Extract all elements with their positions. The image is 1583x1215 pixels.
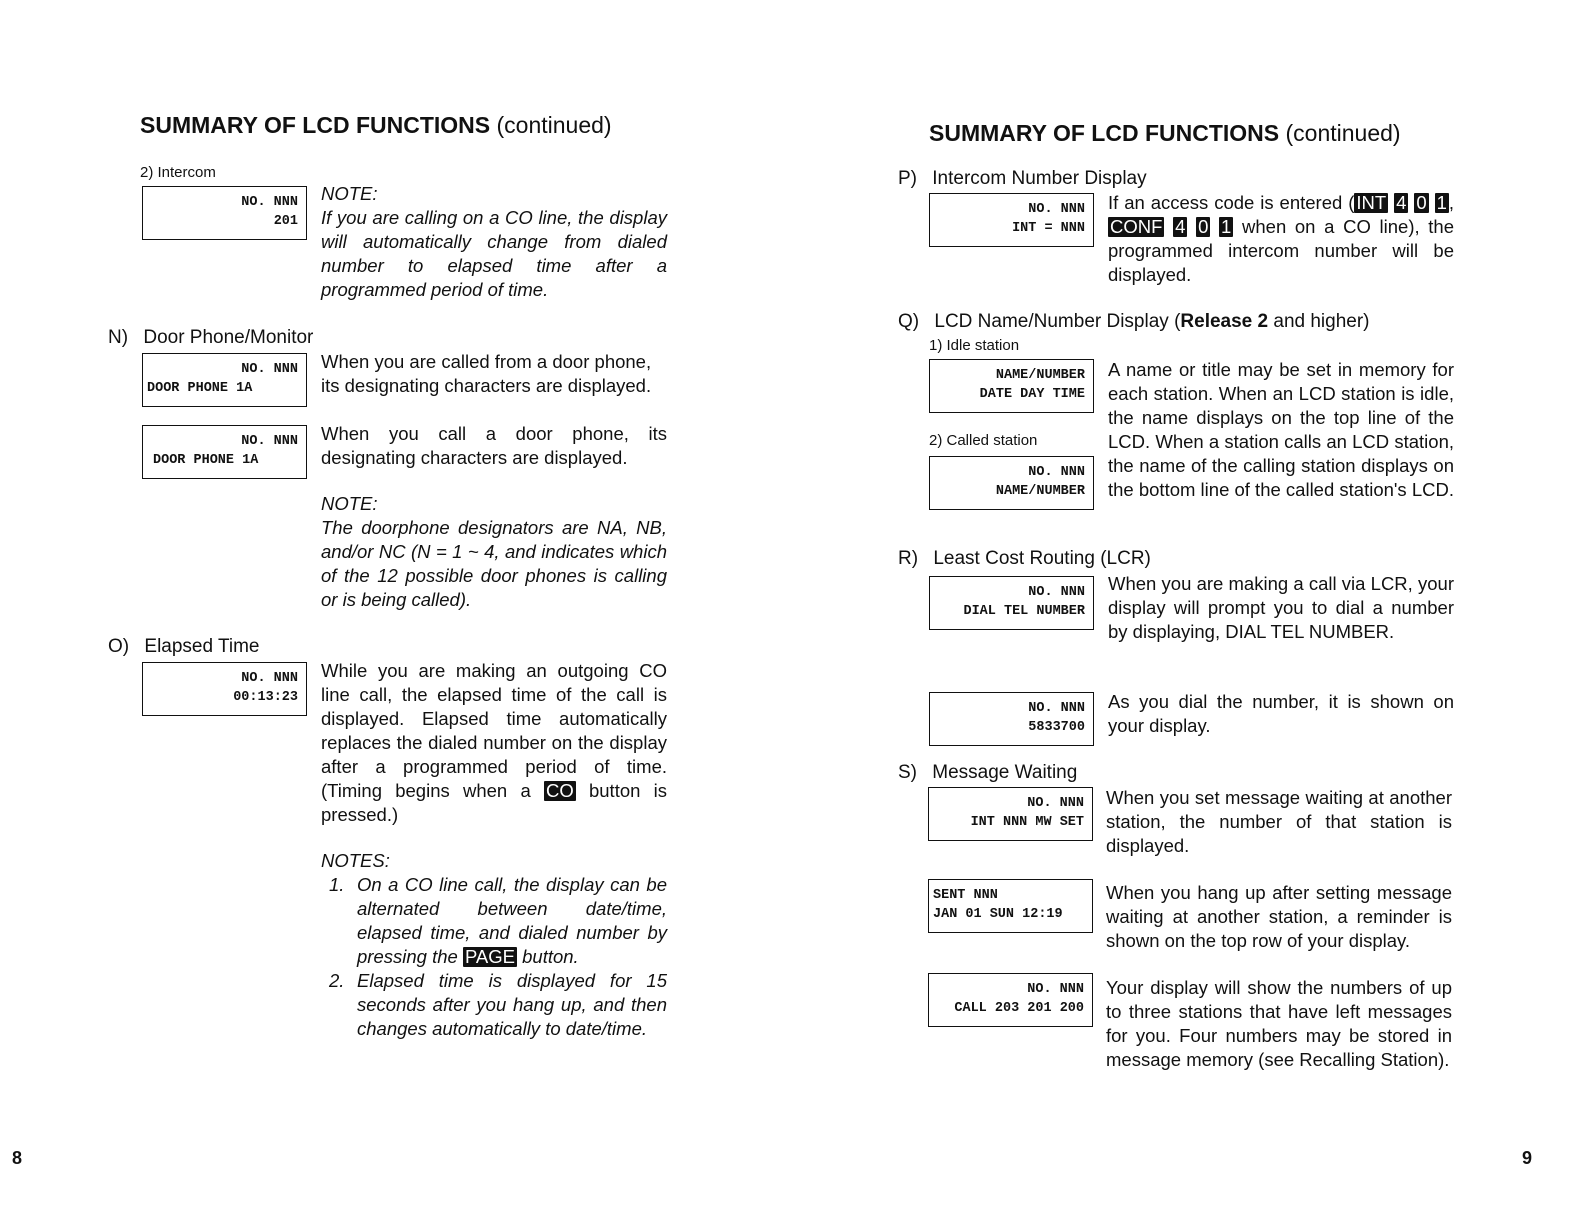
called-station-lcd — [929, 456, 1094, 510]
section-letter: Q) — [898, 311, 920, 332]
elapsed-time-text — [321, 659, 667, 827]
int-key-icon: INT — [1356, 192, 1387, 213]
lcd-line-1: SENT NNN — [933, 888, 998, 903]
door-phone-lcd-call — [142, 425, 307, 479]
lcr-prompt-lcd — [929, 576, 1094, 630]
text-segment: button. — [522, 946, 579, 967]
lcd-line-2: DOOR PHONE 1A — [153, 453, 259, 468]
door-phone-text-called: When you are called from a door phone, its designating characters are displayed. — [321, 351, 652, 396]
note-text: The doorphone designators are NA, NB, and/or NC (N = 1 ~ 4, and indicates which of the 12 possible door phones is calling or is being called). — [321, 517, 667, 610]
lcd-line-2: DATE DAY TIME — [979, 387, 1085, 402]
elapsed-time-lcd — [142, 662, 307, 716]
lcd-line-1: NO. NNN — [241, 195, 298, 210]
lcd-line-1: NO. NNN — [1027, 796, 1084, 811]
lcd-line-1: NO. NNN — [1028, 465, 1085, 480]
notes-label: NOTES: — [321, 850, 390, 871]
section-title — [934, 311, 1369, 332]
intercom-lcd — [142, 186, 307, 240]
note-label: NOTE: — [321, 493, 378, 514]
intercom-number-text — [1108, 191, 1454, 287]
name-number-text: A name or title may be set in memory for each station. When an LCD station is idle, the name displays on the top line of the LCD. When a station calls an LCD station, the name of the calling station displays on the bottom line of the called station's LCD. — [1108, 359, 1454, 500]
section-title: Least Cost Routing (LCR) — [933, 548, 1151, 569]
text-segment: If an access code is entered ( — [1108, 192, 1355, 213]
intercom-number-lcd — [929, 193, 1094, 247]
list-item — [321, 969, 667, 1041]
text-segment: On a CO line call, the display can be alternated between date/time, elapsed time, and dialed number by pressing the — [357, 874, 667, 967]
list-number: 2. — [329, 970, 345, 991]
lcr-dial-text: As you dial the number, it is shown on your display. — [1108, 691, 1454, 736]
lcd-line-1: NO. NNN — [1027, 982, 1084, 997]
intercom-note — [321, 182, 667, 302]
section-title: Intercom Number Display — [932, 168, 1147, 189]
left-page-title — [140, 112, 612, 139]
digit-4-key-icon: 4 — [1396, 192, 1407, 213]
section-s-heading — [898, 762, 1077, 784]
called-station-label: 2) Called station — [929, 432, 1038, 449]
section-q-heading — [898, 311, 1370, 333]
mw-call-lcd — [928, 973, 1093, 1027]
title-bold-segment: Release 2 — [1180, 311, 1269, 332]
lcd-line-2: 201 — [273, 214, 298, 229]
lcd-line-1: NO. NNN — [1028, 701, 1085, 716]
section-letter: N) — [108, 327, 129, 348]
left-title-bold: SUMMARY OF LCD FUNCTIONS — [140, 112, 491, 138]
digit-0-key-icon: 0 — [1198, 216, 1209, 237]
text-segment: Elapsed time is displayed for 15 seconds after you hang up, and then changes automatically to date/time. — [357, 970, 667, 1039]
title-segment: LCD Name/Number Display ( — [934, 311, 1181, 332]
text-segment: , — [1448, 192, 1455, 213]
right-page-number: 9 — [1522, 1148, 1533, 1168]
lcd-line-1: NAME/NUMBER — [995, 368, 1085, 383]
idle-station-lcd — [929, 359, 1094, 413]
lcd-line-1: NO. NNN — [1028, 585, 1085, 600]
section-letter: O) — [108, 636, 130, 657]
list-number: 1. — [329, 874, 345, 895]
lcd-line-1: NO. NNN — [1028, 202, 1085, 217]
section-p-heading — [898, 168, 1147, 190]
elapsed-time-notes — [321, 849, 667, 1041]
section-title: Door Phone/Monitor — [143, 327, 314, 348]
lcd-line-2: JAN 01 SUN 12:19 — [933, 907, 1063, 922]
intercom-label: 2) Intercom — [140, 164, 216, 181]
mw-call-text: Your display will show the numbers of up to three stations that have left messages for you. Four numbers may be stored in message memory (see Recalling Station). — [1106, 977, 1452, 1070]
section-title: Elapsed Time — [144, 636, 260, 657]
right-title-bold: SUMMARY OF LCD FUNCTIONS — [929, 120, 1280, 146]
lcd-line-1: NO. NNN — [241, 362, 298, 377]
section-letter: P) — [898, 168, 917, 189]
lcd-line-2: NAME/NUMBER — [995, 484, 1085, 499]
section-o-heading — [108, 636, 260, 658]
notes-list — [321, 873, 667, 1041]
left-page-number: 8 — [12, 1148, 23, 1168]
right-title-suffix: (continued) — [1285, 120, 1401, 146]
digit-4-key-icon: 4 — [1175, 216, 1186, 237]
mw-sent-text: When you hang up after setting message waiting at another station, a reminder is shown on the top row of your display. — [1106, 882, 1452, 951]
text-segment: While you are making an outgoing CO line call, the elapsed time of the call is displayed. Elapsed time automatically replaces the dialed number on the display after a programmed period of time. (Timing begins when a — [321, 660, 667, 801]
idle-station-label: 1) Idle station — [929, 337, 1020, 354]
lcd-line-2: INT NNN MW SET — [970, 815, 1084, 830]
page-key-icon: PAGE — [464, 946, 515, 967]
text-segment: button is pressed.) — [321, 780, 668, 825]
section-n-heading — [108, 327, 313, 349]
section-r-heading — [898, 548, 1151, 570]
right-page-title — [929, 120, 1401, 147]
lcr-prompt-text: When you are making a call via LCR, your display will prompt you to dial a number by displaying, DIAL TEL NUMBER. — [1108, 573, 1454, 642]
door-phone-note — [321, 492, 667, 612]
note-text: If you are calling on a CO line, the display will automatically change from dialed number to elapsed time after a programmed period of time. — [321, 207, 667, 300]
lcd-line-1: NO. NNN — [241, 671, 298, 686]
list-item — [321, 873, 667, 969]
digit-1-key-icon: 1 — [1436, 192, 1447, 213]
lcd-line-2: 00:13:23 — [233, 690, 298, 705]
text-segment: when on a CO line), the programmed intercom number will be displayed. — [1108, 216, 1455, 285]
section-title: Message Waiting — [932, 762, 1078, 783]
co-key-icon: CO — [545, 780, 574, 801]
title-segment: and higher) — [1268, 311, 1370, 332]
lcr-dial-lcd — [929, 692, 1094, 746]
lcd-line-1: NO. NNN — [241, 434, 298, 449]
digit-0-key-icon: 0 — [1416, 192, 1427, 213]
lcd-line-2: DOOR PHONE 1A — [147, 381, 253, 396]
lcd-line-2: DIAL TEL NUMBER — [963, 604, 1085, 619]
lcd-line-2: 5833700 — [1028, 720, 1085, 735]
mw-set-text: When you set message waiting at another station, the number of that station is displayed. — [1106, 787, 1452, 856]
door-phone-text-call: When you call a door phone, its designating characters are displayed. — [321, 423, 667, 468]
section-letter: S) — [898, 762, 917, 783]
mw-sent-lcd — [928, 879, 1093, 933]
conf-key-icon: CONF — [1110, 216, 1163, 237]
note-label: NOTE: — [321, 183, 378, 204]
door-phone-lcd-called — [142, 353, 307, 407]
left-title-suffix: (continued) — [496, 112, 612, 138]
mw-set-lcd — [928, 787, 1093, 841]
section-letter: R) — [898, 548, 919, 569]
lcd-line-2: CALL 203 201 200 — [954, 1001, 1084, 1016]
lcd-line-2: INT = NNN — [1012, 221, 1085, 236]
digit-1-key-icon: 1 — [1221, 216, 1232, 237]
